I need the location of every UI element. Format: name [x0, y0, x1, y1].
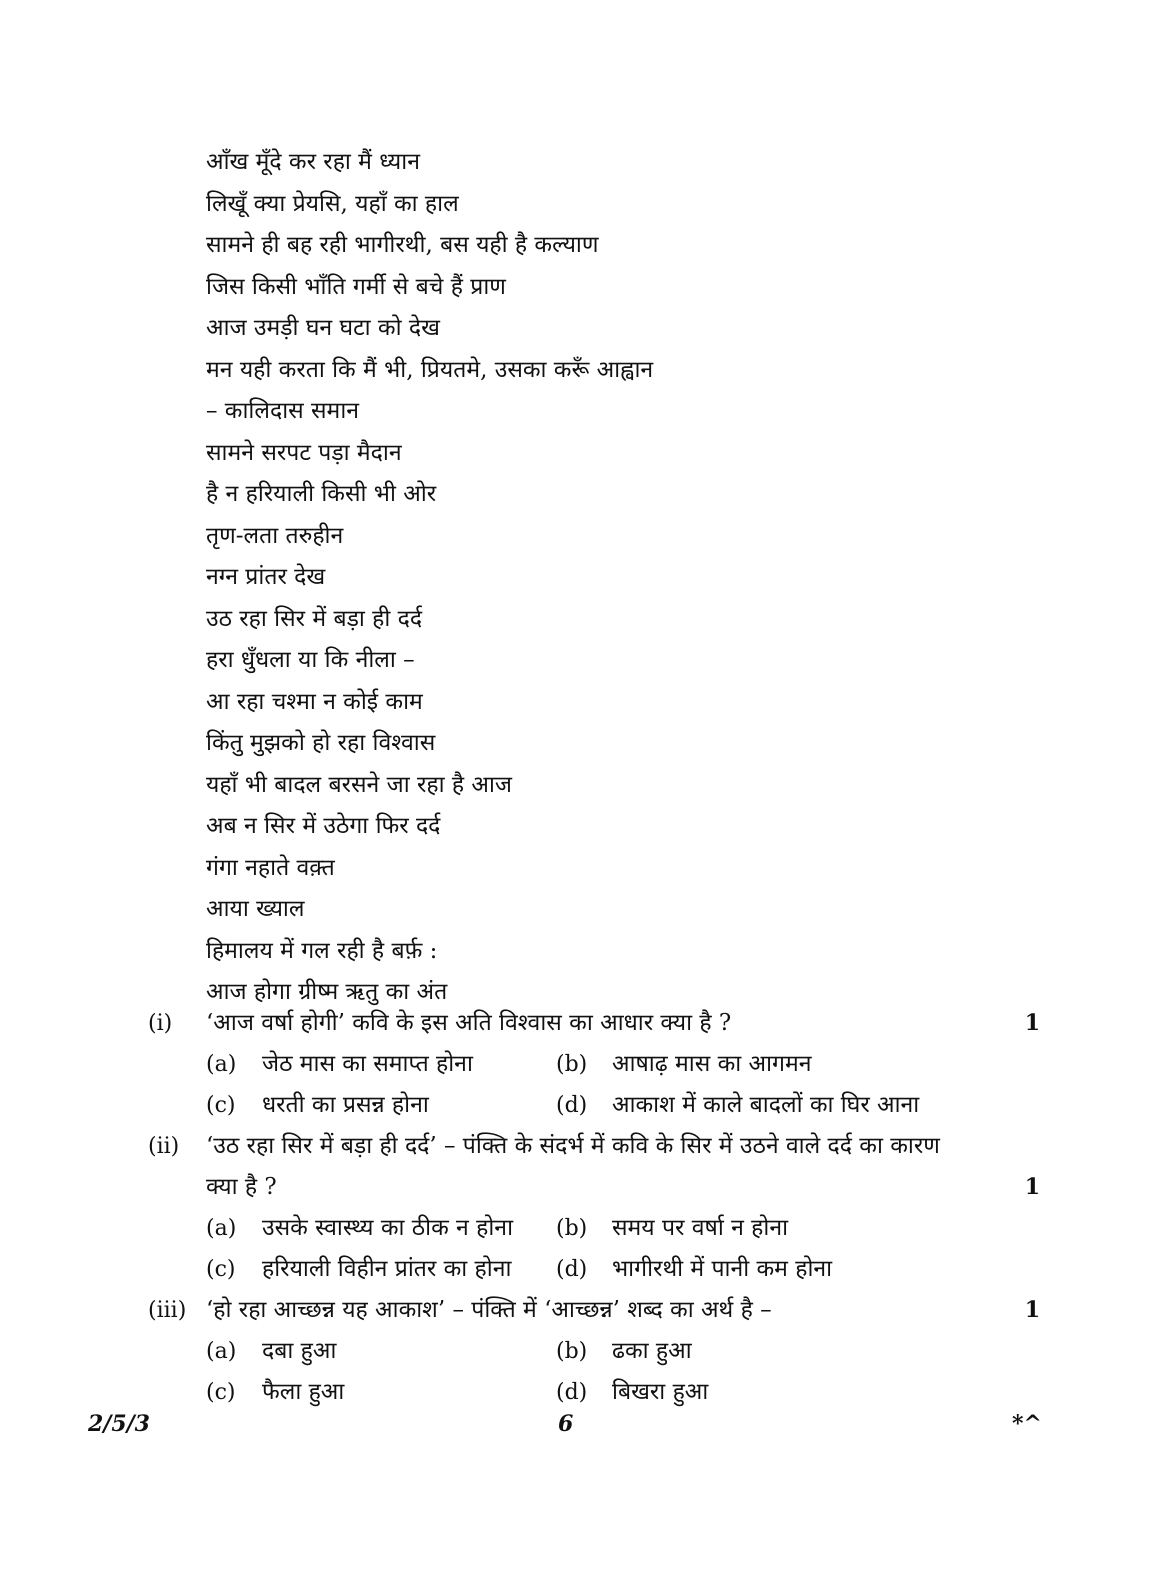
poem-line: अब न सिर में उठेगा फिर दर्द [206, 813, 441, 839]
question-row-continued [0, 1167, 1152, 1208]
question-marks: 1 [1024, 1010, 1040, 1036]
question-marks: 1 [1024, 1297, 1040, 1323]
option-text: उसके स्वास्थ्य का ठीक न होना [262, 1215, 514, 1241]
poem-line: मन यही करता कि मैं भी, प्रियतमे, उसका करूँ आह्वान [206, 356, 654, 383]
option-text: आषाढ़ मास का आगमन [612, 1051, 812, 1077]
poem-line: आज होगा ग्रीष्म ऋतु का अंत [206, 979, 448, 1005]
page-number: 6 [558, 1411, 574, 1437]
questions-block [0, 1003, 1152, 1413]
poem-line: आज उमड़ी घन घटा को देख [206, 315, 440, 341]
option-text: धरती का प्रसन्न होना [262, 1092, 429, 1118]
poem-line: हिमालय में गल रही है बर्फ़ : [206, 937, 438, 964]
option-row [0, 1044, 1152, 1085]
option-text: ढका हुआ [612, 1338, 692, 1364]
option-label: (b) [556, 1339, 588, 1364]
option-label: (c) [206, 1380, 236, 1405]
question-text-continued: क्या है ? [206, 1174, 277, 1200]
question-row [0, 1126, 1152, 1167]
poem-line: सामने सरपट पड़ा मैदान [206, 439, 402, 466]
poem-line: उठ रहा सिर में बड़ा ही दर्द [206, 605, 423, 632]
option-row [0, 1249, 1152, 1290]
poem-block [206, 142, 1026, 1014]
poem-line: गंगा नहाते वक़्त [206, 854, 335, 881]
option-text: हरियाली विहीन प्रांतर का होना [262, 1256, 512, 1282]
option-label: (c) [206, 1257, 236, 1282]
option-label: (d) [556, 1380, 588, 1405]
question-marks: 1 [1024, 1174, 1040, 1200]
question-number: (ii) [148, 1134, 180, 1159]
option-label: (d) [556, 1093, 588, 1118]
poem-line: यहाँ भी बादल बरसने जा रहा है आज [206, 771, 512, 798]
page-footer [0, 1411, 1152, 1447]
option-label: (a) [206, 1216, 237, 1241]
option-text: समय पर वर्षा न होना [612, 1215, 789, 1241]
option-text: बिखरा हुआ [612, 1379, 709, 1405]
option-row [0, 1331, 1152, 1372]
poem-line: हरा धुँधला या कि नीला – [206, 647, 415, 673]
question-text: ‘उठ रहा सिर में बड़ा ही दर्द’ – पंक्ति के संदर्भ में कवि के सिर में उठने वाले दर्द का कारण [206, 1133, 940, 1159]
footer-mark: *^ [1012, 1411, 1042, 1437]
paper-code: 2/5/3 [88, 1411, 150, 1437]
option-text: भागीरथी में पानी कम होना [612, 1256, 833, 1282]
poem-line: सामने ही बह रही भागीरथी, बस यही है कल्याण [206, 232, 599, 258]
question-row [0, 1290, 1152, 1331]
option-row [0, 1372, 1152, 1413]
question-text: ‘हो रहा आच्छन्न यह आकाश’ – पंक्ति में ‘आच्छन्न’ शब्द का अर्थ है – [206, 1297, 772, 1323]
option-text: जेठ मास का समाप्त होना [262, 1051, 473, 1077]
question-row [0, 1003, 1152, 1044]
question-text: ‘आज वर्षा होगी’ कवि के इस अति विश्वास का आधार क्या है ? [206, 1010, 732, 1036]
option-text: आकाश में काले बादलों का घिर आना [612, 1092, 920, 1118]
poem-line: लिखूँ क्या प्रेयसि, यहाँ का हाल [206, 190, 459, 217]
poem-line: आ रहा चश्मा न कोई काम [206, 688, 423, 715]
option-row [0, 1085, 1152, 1126]
option-label: (b) [556, 1052, 588, 1077]
poem-line: है न हरियाली किसी भी ओर [206, 481, 437, 507]
question-number: (i) [148, 1011, 173, 1036]
poem-line: नग्न प्रांतर देख [206, 564, 326, 590]
poem-line: किंतु मुझको हो रहा विश्वास [206, 730, 436, 756]
poem-line: आया ख्याल [206, 896, 305, 922]
option-text: फैला हुआ [262, 1379, 345, 1405]
question-number: (iii) [148, 1298, 187, 1323]
option-row [0, 1208, 1152, 1249]
poem-line: तृण-लता तरुहीन [206, 522, 344, 549]
option-label: (b) [556, 1216, 588, 1241]
poem-line: आँख मूँदे कर रहा मैं ध्यान [206, 149, 420, 175]
option-label: (c) [206, 1093, 236, 1118]
poem-line: जिस किसी भाँति गर्मी से बचे हैं प्राण [206, 273, 506, 300]
option-label: (a) [206, 1339, 237, 1364]
poem-line: – कालिदास समान [206, 398, 360, 424]
option-label: (a) [206, 1052, 237, 1077]
option-label: (d) [556, 1257, 588, 1282]
option-text: दबा हुआ [262, 1338, 337, 1364]
